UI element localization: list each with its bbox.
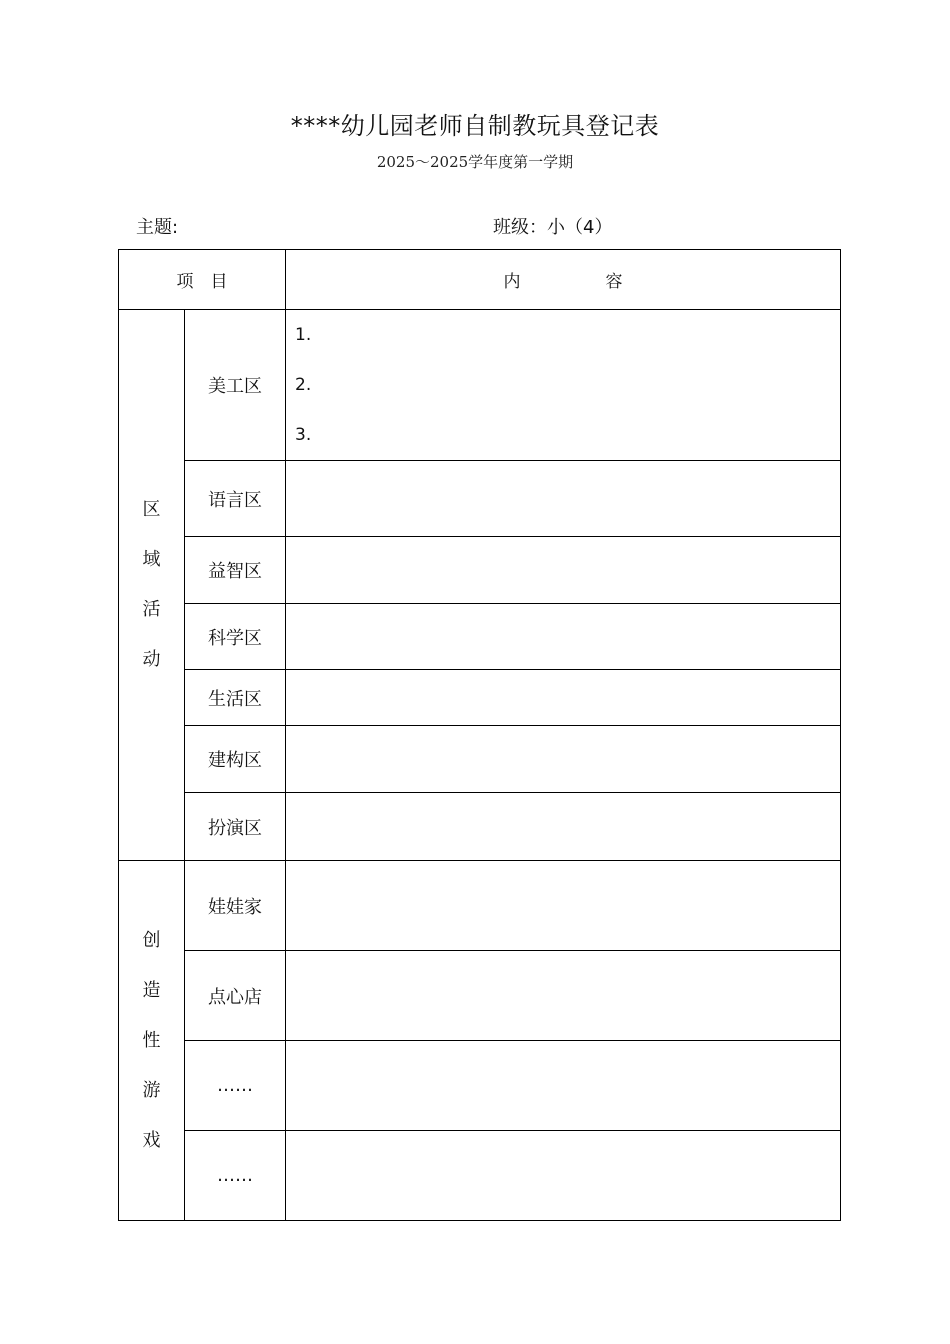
table-header-row	[119, 250, 841, 310]
table-row	[119, 726, 841, 793]
row-label-snack-shop: 点心店	[185, 951, 286, 1041]
row-label-puzzle: 益智区	[185, 537, 286, 604]
class-label: 班级：小（4）	[493, 217, 613, 238]
content-cell-ellipsis-1[interactable]	[286, 1041, 841, 1131]
list-item: 3.	[295, 425, 312, 445]
creative-game-group-label: 创 造 性 游 戏	[119, 861, 185, 1221]
item-column-header: 项 目	[119, 250, 286, 310]
row-label-science: 科学区	[185, 604, 286, 670]
content-column-header: 内 容	[286, 250, 841, 310]
content-cell-construction[interactable]	[286, 726, 841, 793]
table-row	[119, 604, 841, 670]
table-row	[119, 537, 841, 604]
row-label-construction: 建构区	[185, 726, 286, 793]
content-cell-ellipsis-2[interactable]	[286, 1131, 841, 1221]
table-row	[119, 461, 841, 537]
row-label-roleplay: 扮演区	[185, 793, 286, 861]
table-row	[119, 793, 841, 861]
content-cell-life[interactable]	[286, 670, 841, 726]
row-label-life: 生活区	[185, 670, 286, 726]
table-row	[119, 1131, 841, 1221]
row-label-art: 美工区	[185, 310, 286, 461]
area-activity-group-label: 区 域 活 动	[119, 310, 185, 861]
table-row	[119, 310, 841, 461]
content-cell-science[interactable]	[286, 604, 841, 670]
row-label-dollhouse: 娃娃家	[185, 861, 286, 951]
row-label-ellipsis-2: ……	[185, 1131, 286, 1221]
content-cell-dollhouse[interactable]	[286, 861, 841, 951]
semester-subtitle: 2025～2025学年度第一学期	[376, 153, 574, 171]
table-row	[119, 861, 841, 951]
page-title: ****幼儿园老师自制教玩具登记表	[290, 112, 660, 140]
content-cell-art[interactable]	[286, 310, 841, 461]
table-row	[119, 670, 841, 726]
content-cell-language[interactable]	[286, 461, 841, 537]
content-cell-snack-shop[interactable]	[286, 951, 841, 1041]
list-item: 2.	[295, 375, 312, 395]
list-item: 1.	[295, 325, 312, 345]
table-row	[119, 951, 841, 1041]
registration-table	[118, 249, 841, 1221]
row-label-ellipsis-1: ……	[185, 1041, 286, 1131]
topic-label: 主题:	[136, 217, 179, 238]
table-row	[119, 1041, 841, 1131]
content-cell-puzzle[interactable]	[286, 537, 841, 604]
content-cell-roleplay[interactable]	[286, 793, 841, 861]
row-label-language: 语言区	[185, 461, 286, 537]
